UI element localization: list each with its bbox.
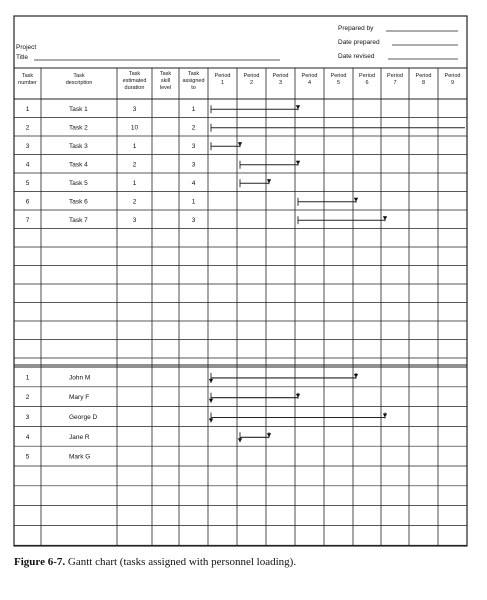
task-assigned-to: 3 xyxy=(191,216,196,224)
form-grid xyxy=(14,16,467,546)
task-bar-arrow xyxy=(267,179,271,183)
personnel-bar-arrow xyxy=(354,374,358,378)
date-revised-label: Date revised xyxy=(338,53,375,60)
col-head-estimated-duration: Task xyxy=(128,71,141,77)
col-head-period-8: Period xyxy=(415,73,432,79)
col-head-task-description: description xyxy=(65,80,93,86)
personnel-bar-arrow xyxy=(267,433,271,437)
task-bar-arrow xyxy=(296,161,300,165)
col-head-period-1: Period xyxy=(214,73,231,79)
task-number: 3 xyxy=(25,142,30,150)
personnel-number: 3 xyxy=(25,414,30,421)
task-bar-arrow xyxy=(238,142,242,146)
col-head-period-5: Period xyxy=(330,73,347,79)
personnel-bar-arrow xyxy=(209,399,213,403)
task-assigned-to: 3 xyxy=(191,142,196,150)
task-assigned-to: 2 xyxy=(191,124,196,132)
gantt-bars xyxy=(209,105,465,442)
task-assigned-to: 4 xyxy=(191,179,196,187)
col-head-period-7: 7 xyxy=(393,80,397,86)
task-description: Task 7 xyxy=(69,216,88,224)
task-duration: 10 xyxy=(130,124,139,132)
col-head-period-3: 3 xyxy=(278,80,283,86)
col-head-period-9: 9 xyxy=(450,80,455,86)
title-label: Title xyxy=(16,54,29,61)
col-head-period-3: Period xyxy=(272,73,289,79)
project-label: Project xyxy=(16,44,37,51)
form-border xyxy=(14,16,467,546)
task-description: Task 1 xyxy=(69,105,88,113)
task-description: Task 2 xyxy=(69,124,88,132)
col-head-period-2: 2 xyxy=(249,80,254,86)
task-description: Task 3 xyxy=(69,142,88,150)
personnel-number: 4 xyxy=(25,433,30,441)
col-head-skill-level: Task xyxy=(159,71,172,77)
personnel-bar-arrow xyxy=(209,419,213,423)
col-head-period-7: Period xyxy=(387,73,403,79)
task-duration: 2 xyxy=(132,198,137,206)
task-number: 4 xyxy=(25,161,30,169)
task-assigned-to: 1 xyxy=(191,105,196,113)
col-head-period-9: Period xyxy=(444,73,461,79)
task-duration: 1 xyxy=(132,179,137,187)
task-number: 7 xyxy=(25,216,30,224)
col-head-period-5: 5 xyxy=(336,80,341,86)
personnel-name: Mary F xyxy=(69,394,90,402)
personnel-bar-arrow xyxy=(209,379,213,383)
column-headers xyxy=(18,71,460,91)
task-description: Task 5 xyxy=(69,179,88,187)
date-prepared-label: Date prepared xyxy=(338,39,380,46)
col-head-period-6: Period xyxy=(359,73,375,79)
task-bar-arrow xyxy=(383,216,387,220)
task-bar-arrow xyxy=(354,198,358,202)
col-head-task-number: number xyxy=(18,80,37,86)
task-assigned-to: 3 xyxy=(191,161,196,169)
col-head-estimated-duration: estimated xyxy=(122,78,147,84)
col-head-period-6: 6 xyxy=(365,80,369,86)
task-duration: 2 xyxy=(132,161,137,169)
col-head-skill-level: level xyxy=(159,85,172,91)
col-head-task-description: Task xyxy=(73,73,85,79)
personnel-rows xyxy=(26,374,98,460)
col-head-assigned-to: Task xyxy=(187,71,200,77)
task-duration: 3 xyxy=(132,216,137,224)
figure-caption-label: Figure 6-7. xyxy=(14,556,66,568)
task-rows xyxy=(26,106,196,224)
personnel-bar-arrow xyxy=(238,438,242,442)
personnel-number: 5 xyxy=(25,453,30,461)
personnel-bar-arrow xyxy=(296,394,300,398)
col-head-period-8: 8 xyxy=(421,80,426,86)
figure-caption-text: Gantt chart (tasks assigned with personnel loading). xyxy=(67,556,297,568)
task-number: 6 xyxy=(25,198,30,206)
personnel-name: John M xyxy=(69,374,91,382)
col-head-estimated-duration: duration xyxy=(124,85,145,91)
col-head-assigned-to: assigned xyxy=(182,78,205,84)
task-number: 2 xyxy=(25,124,30,132)
figure-caption xyxy=(14,556,296,568)
task-number: 1 xyxy=(25,105,30,113)
task-bar-arrow xyxy=(296,105,300,109)
col-head-task-number: Task xyxy=(21,73,34,79)
personnel-number: 1 xyxy=(25,374,30,382)
col-head-skill-level: skill xyxy=(160,78,171,84)
col-head-period-1: 1 xyxy=(220,80,225,86)
task-number: 5 xyxy=(25,179,30,187)
personnel-number: 2 xyxy=(25,394,30,402)
col-head-period-2: Period xyxy=(243,73,260,79)
col-head-period-4: Period xyxy=(301,73,318,79)
personnel-name: Jane R xyxy=(69,433,90,441)
task-duration: 1 xyxy=(132,142,137,150)
task-description: Task 4 xyxy=(69,161,88,169)
task-description: Task 6 xyxy=(69,198,88,206)
prepared-by-label: Prepared by xyxy=(338,25,374,32)
personnel-bar-arrow xyxy=(383,414,387,418)
task-duration: 3 xyxy=(132,105,137,113)
personnel-name: Mark G xyxy=(69,453,91,461)
form-header xyxy=(16,25,458,61)
personnel-name: George D xyxy=(69,414,98,421)
col-head-assigned-to: to xyxy=(191,85,196,91)
task-assigned-to: 1 xyxy=(191,198,196,206)
col-head-period-4: 4 xyxy=(307,80,312,86)
